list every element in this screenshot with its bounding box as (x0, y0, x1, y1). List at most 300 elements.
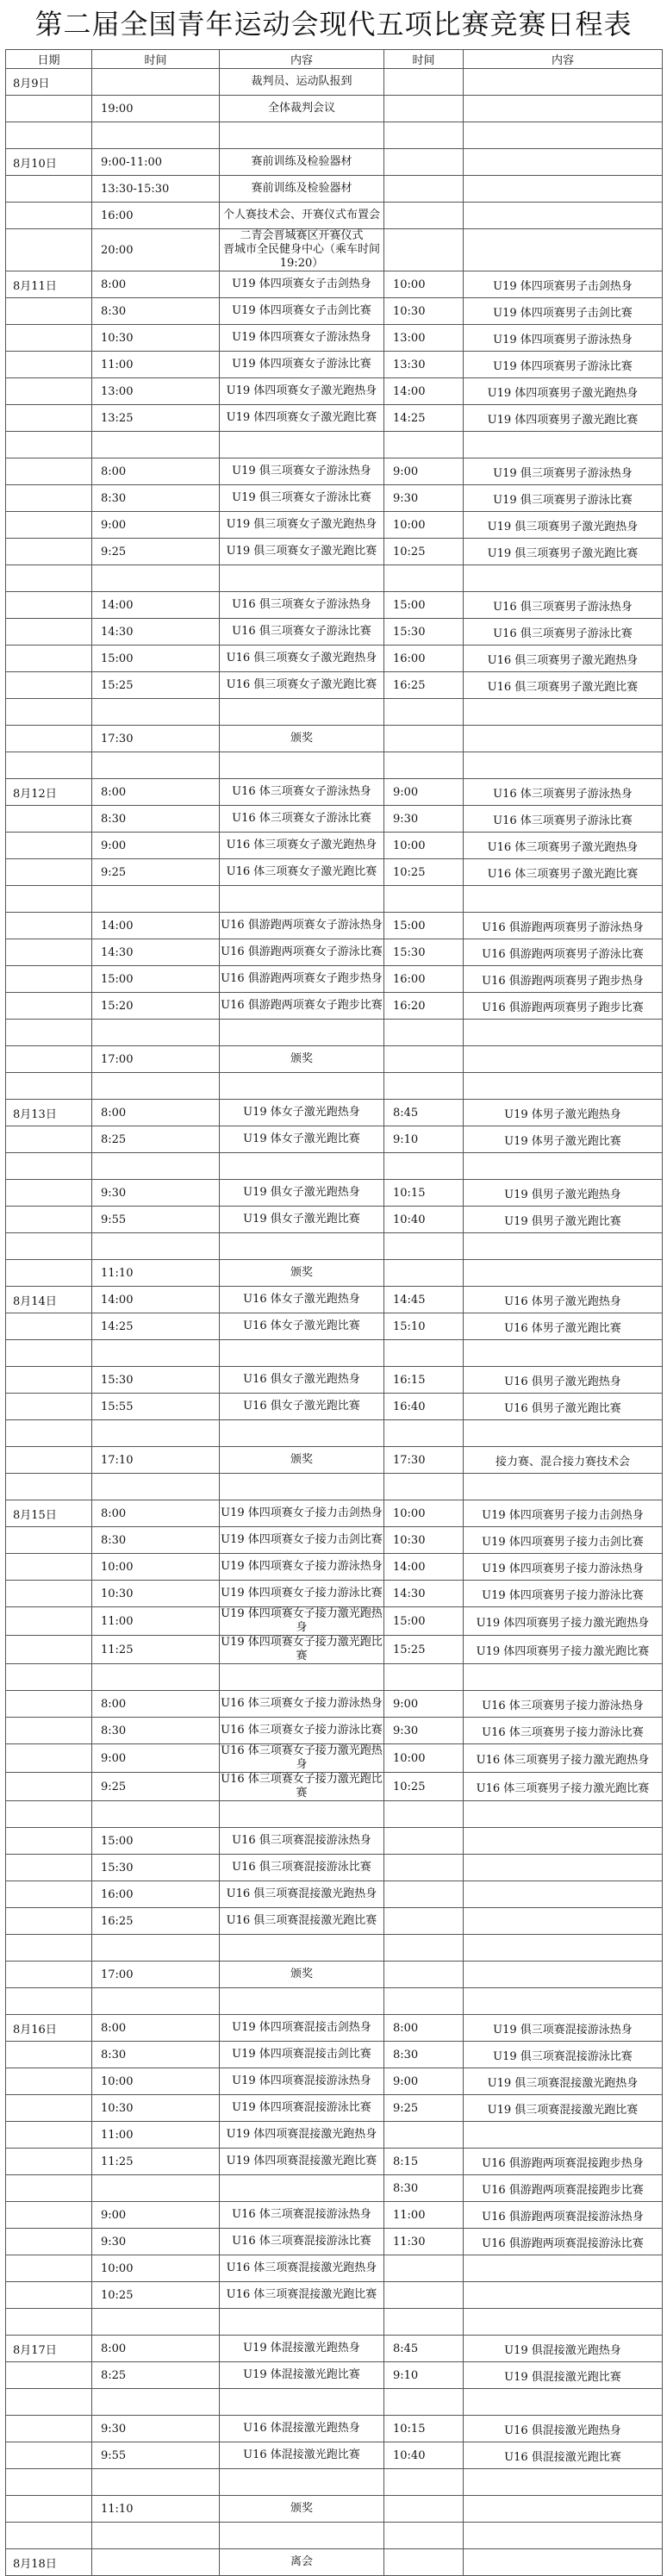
content-cell-2: U16 体三项赛男子接力游泳比赛 (464, 1718, 663, 1744)
time-cell-2: 16:20 (384, 993, 464, 1020)
content-cell: 颁奖 (220, 1046, 384, 1073)
time-cell-2: 10:25 (384, 1773, 464, 1801)
content-cell-2 (464, 2549, 663, 2576)
time-cell-2: 10:00 (384, 271, 464, 298)
header-content-2: 内容 (464, 50, 663, 69)
time-cell: 11:10 (92, 1260, 220, 1287)
content-cell-2: U16 体三项赛男子激光跑热身 (464, 833, 663, 859)
table-row (6, 2469, 663, 2496)
date-cell: 8月16日 (6, 2015, 92, 2042)
table-row (6, 1527, 663, 1554)
table-row (6, 122, 663, 149)
time-cell (92, 886, 220, 913)
table-row (6, 2442, 663, 2469)
time-cell: 9:30 (92, 2229, 220, 2255)
time-cell-2 (384, 1260, 464, 1287)
date-cell (6, 378, 92, 405)
table-row (6, 405, 663, 432)
content-cell-2: U16 俱游跑两项赛混接跑步热身 (464, 2149, 663, 2175)
content-cell-2: U19 俱三项赛男子游泳比赛 (464, 485, 663, 512)
date-cell (6, 619, 92, 646)
time-cell-2 (384, 565, 464, 592)
content-cell: U16 俱游跑两项赛女子跑步比赛 (220, 993, 384, 1020)
header-time: 时间 (92, 50, 220, 69)
date-cell (6, 2042, 92, 2068)
date-cell (6, 993, 92, 1020)
table-row (6, 2549, 663, 2576)
time-cell-2: 10:40 (384, 1207, 464, 1233)
table-row (6, 1691, 663, 1718)
content-cell: U16 俱游跑两项赛女子游泳比赛 (220, 939, 384, 966)
content-line: 二青会晋城赛区开赛仪式 (240, 229, 364, 242)
time-cell-2 (384, 699, 464, 726)
time-cell: 16:00 (92, 1881, 220, 1908)
time-cell-2 (384, 752, 464, 779)
table-row (6, 565, 663, 592)
content-cell (220, 565, 384, 592)
time-cell: 9:00 (92, 833, 220, 859)
time-cell-2 (384, 1233, 464, 1260)
content-cell-2 (464, 229, 663, 271)
table-row (6, 1447, 663, 1474)
date-cell (6, 1988, 92, 2015)
date-cell (6, 1828, 92, 1855)
table-row (6, 1962, 663, 1988)
time-cell: 8:00 (92, 2015, 220, 2042)
date-cell (6, 2309, 92, 2336)
date-cell (6, 1367, 92, 1394)
time-cell-2: 10:25 (384, 539, 464, 565)
content-cell-2 (464, 1073, 663, 1100)
time-cell-2: 8:45 (384, 2336, 464, 2362)
content-cell (220, 699, 384, 726)
table-row (6, 298, 663, 325)
content-cell (220, 1340, 384, 1367)
time-cell-2 (384, 1908, 464, 1935)
date-cell (6, 1744, 92, 1773)
time-cell: 9:00-11:00 (92, 149, 220, 176)
table-row (6, 1287, 663, 1313)
date-cell (6, 1020, 92, 1046)
table-row (6, 2389, 663, 2416)
date-cell (6, 176, 92, 203)
content-cell (220, 1420, 384, 1447)
date-cell (6, 1801, 92, 1828)
time-cell-2: 13:30 (384, 352, 464, 378)
table-row (6, 2229, 663, 2255)
table-row (6, 2496, 663, 2523)
time-cell: 20:00 (92, 229, 220, 271)
time-cell: 15:00 (92, 966, 220, 993)
time-cell-2 (384, 176, 464, 203)
table-row (6, 352, 663, 378)
content-cell-2: U16 体三项赛男子激光跑比赛 (464, 859, 663, 886)
content-cell: U19 俱女子激光跑热身 (220, 1180, 384, 1207)
table-row (6, 1367, 663, 1394)
time-cell-2: 15:00 (384, 592, 464, 619)
time-cell: 11:00 (92, 352, 220, 378)
content-cell: U16 体三项赛混接激光跑比赛 (220, 2282, 384, 2309)
content-cell-2 (464, 96, 663, 122)
content-cell: 裁判员、运动队报到 (220, 69, 384, 96)
date-cell (6, 1855, 92, 1881)
time-cell-2 (384, 1474, 464, 1500)
table-row (6, 726, 663, 752)
content-cell-2 (464, 1020, 663, 1046)
time-cell-2 (384, 96, 464, 122)
table-row (6, 1420, 663, 1447)
date-cell (6, 1664, 92, 1691)
content-cell-2 (464, 1420, 663, 1447)
content-cell: U19 体四项赛女子接力激光跑比赛 (221, 1636, 383, 1662)
time-cell: 10:25 (92, 2282, 220, 2309)
content-cell-2: U19 体男子激光跑比赛 (464, 1126, 663, 1153)
time-cell: 8:25 (92, 1126, 220, 1153)
table-row (6, 69, 663, 96)
content-cell-2: U16 俱游跑两项赛混接游泳热身 (464, 2202, 663, 2229)
date-cell (6, 432, 92, 458)
content-cell-2: U16 俱三项赛男子激光跑热身 (464, 646, 663, 672)
content-cell-2: U19 体四项赛男子接力游泳热身 (464, 1554, 663, 1581)
content-cell: U19 俱女子激光跑比赛 (220, 1207, 384, 1233)
table-row (6, 1500, 663, 1527)
content-cell-2: U19 俱男子激光跑比赛 (464, 1207, 663, 1233)
content-cell-2: U19 俱男子激光跑热身 (464, 1180, 663, 1207)
time-cell-2 (384, 1046, 464, 1073)
content-cell-2 (464, 1935, 663, 1962)
content-cell: U16 体混接激光跑热身 (220, 2416, 384, 2442)
table-row (6, 752, 663, 779)
time-cell-2 (384, 1664, 464, 1691)
table-row (6, 1607, 663, 1636)
table-row (6, 1801, 663, 1828)
time-cell (92, 1420, 220, 1447)
date-cell (6, 2122, 92, 2149)
date-cell (6, 939, 92, 966)
time-cell-2: 10:30 (384, 1527, 464, 1554)
table-row (6, 1881, 663, 1908)
content-cell-2: U19 俱混接激光跑比赛 (464, 2362, 663, 2389)
time-cell-2 (384, 69, 464, 96)
time-cell-2: 10:00 (384, 1500, 464, 1527)
content-cell-2: U19 俱三项赛男子激光跑比赛 (464, 539, 663, 565)
table-row (6, 939, 663, 966)
content-cell-2: U19 俱三项赛混接游泳比赛 (464, 2042, 663, 2068)
content-cell: U16 体三项赛女子游泳热身 (220, 779, 384, 806)
date-cell (6, 229, 92, 271)
content-cell-2: U16 俱三项赛男子游泳比赛 (464, 619, 663, 646)
table-row (6, 1313, 663, 1340)
content-cell: 颁奖 (220, 1962, 384, 1988)
time-cell: 11:25 (92, 1636, 220, 1664)
time-cell-2: 16:00 (384, 646, 464, 672)
schedule-table (5, 49, 663, 2576)
content-cell: U16 俱女子激光跑热身 (220, 1367, 384, 1394)
content-cell (220, 2309, 384, 2336)
content-cell-2: U16 俱男子激光跑热身 (464, 1367, 663, 1394)
date-cell (6, 405, 92, 432)
content-cell-2: U19 俱混接激光跑热身 (464, 2336, 663, 2362)
content-cell-2 (464, 752, 663, 779)
table-row (6, 203, 663, 229)
date-cell: 8月18日 (6, 2549, 92, 2576)
time-cell-2: 10:25 (384, 859, 464, 886)
time-cell: 11:00 (92, 1607, 220, 1636)
content-cell (220, 1020, 384, 1046)
content-cell-2 (464, 1233, 663, 1260)
content-cell: U19 体四项赛女子击剑比赛 (220, 298, 384, 325)
table-row (6, 1100, 663, 1126)
time-cell (92, 432, 220, 458)
table-row (6, 1153, 663, 1180)
content-cell-2: U16 体三项赛男子接力游泳热身 (464, 1691, 663, 1718)
content-cell: 颁奖 (220, 1447, 384, 1474)
content-cell: U19 体四项赛女子接力游泳比赛 (220, 1581, 384, 1607)
time-cell-2: 15:10 (384, 1313, 464, 1340)
date-cell (6, 1474, 92, 1500)
date-cell (6, 1207, 92, 1233)
time-cell: 10:30 (92, 1581, 220, 1607)
time-cell (92, 1801, 220, 1828)
time-cell-2 (384, 2469, 464, 2496)
content-cell (220, 122, 384, 149)
time-cell: 17:00 (92, 1046, 220, 1073)
content-cell: U16 俱游跑两项赛女子跑步热身 (220, 966, 384, 993)
content-cell: U19 俱三项赛女子激光跑热身 (220, 512, 384, 539)
content-cell (220, 1233, 384, 1260)
content-cell-2 (464, 2255, 663, 2282)
table-row (6, 1394, 663, 1420)
header-content: 内容 (220, 50, 384, 69)
time-cell: 15:55 (92, 1394, 220, 1420)
table-row (6, 699, 663, 726)
content-cell-2 (464, 2282, 663, 2309)
table-row (6, 1718, 663, 1744)
time-cell-2: 9:00 (384, 458, 464, 485)
table-row (6, 1581, 663, 1607)
content-cell: U16 俱游跑两项赛女子游泳热身 (220, 913, 384, 939)
table-row (6, 2416, 663, 2442)
content-cell-2: U16 体三项赛男子接力激光跑比赛 (464, 1773, 663, 1801)
content-cell (220, 886, 384, 913)
time-cell: 8:30 (92, 298, 220, 325)
table-row (6, 993, 663, 1020)
time-cell-2: 9:30 (384, 1718, 464, 1744)
content-cell-2: U16 俱混接激光跑热身 (464, 2416, 663, 2442)
date-cell (6, 298, 92, 325)
content-cell-2: U16 体三项赛男子游泳热身 (464, 779, 663, 806)
time-cell (92, 1935, 220, 1962)
time-cell-2: 8:30 (384, 2042, 464, 2068)
table-row (6, 1554, 663, 1581)
date-cell (6, 2229, 92, 2255)
time-cell-2: 10:40 (384, 2442, 464, 2469)
date-cell (6, 2416, 92, 2442)
time-cell-2: 15:00 (384, 913, 464, 939)
content-cell-2 (464, 1340, 663, 1367)
date-cell (6, 1908, 92, 1935)
time-cell-2 (384, 2255, 464, 2282)
content-cell-2 (464, 2496, 663, 2523)
time-cell (92, 1988, 220, 2015)
date-cell (6, 2362, 92, 2389)
time-cell: 11:00 (92, 2122, 220, 2149)
time-cell-2: 9:00 (384, 1691, 464, 1718)
time-cell-2 (384, 1881, 464, 1908)
table-row (6, 886, 663, 913)
table-row (6, 325, 663, 352)
content-cell: U16 体三项赛女子游泳比赛 (220, 806, 384, 833)
table-row (6, 432, 663, 458)
content-cell: U19 体四项赛混接激光跑热身 (220, 2122, 384, 2149)
content-cell: U19 俱三项赛女子激光跑比赛 (220, 539, 384, 565)
content-cell: 个人赛技术会、开赛仪式布置会 (220, 203, 384, 229)
content-cell-2: U16 俱三项赛男子激光跑比赛 (464, 672, 663, 699)
content-cell: U16 体三项赛混接游泳比赛 (220, 2229, 384, 2255)
content-cell-2: U16 俱游跑两项赛混接跑步比赛 (464, 2175, 663, 2202)
content-cell (220, 1073, 384, 1100)
time-cell: 9:55 (92, 2442, 220, 2469)
time-cell (92, 1073, 220, 1100)
table-row (6, 1180, 663, 1207)
time-cell: 15:00 (92, 646, 220, 672)
content-cell: 离会 (220, 2549, 384, 2576)
time-cell-2: 15:30 (384, 939, 464, 966)
time-cell (92, 565, 220, 592)
content-cell-2 (464, 176, 663, 203)
date-cell (6, 2095, 92, 2122)
content-cell-2: U16 俱游跑两项赛男子游泳比赛 (464, 939, 663, 966)
content-cell: U16 体女子激光跑比赛 (220, 1313, 384, 1340)
time-cell: 8:00 (92, 271, 220, 298)
content-cell-2: U16 体男子激光跑热身 (464, 1287, 663, 1313)
date-cell (6, 96, 92, 122)
content-cell: 颁奖 (220, 726, 384, 752)
content-cell-2 (464, 1664, 663, 1691)
time-cell: 8:25 (92, 2362, 220, 2389)
content-cell-2 (464, 2389, 663, 2416)
content-cell-2: U19 体四项赛男子游泳热身 (464, 325, 663, 352)
time-cell (92, 752, 220, 779)
time-cell: 14:00 (92, 913, 220, 939)
content-cell-2: U19 体四项赛男子接力激光跑热身 (464, 1607, 663, 1636)
time-cell: 15:30 (92, 1855, 220, 1881)
time-cell-2 (384, 2282, 464, 2309)
content-cell-2: U19 体四项赛男子激光跑热身 (464, 378, 663, 405)
time-cell-2 (384, 1988, 464, 2015)
table-row (6, 271, 663, 298)
date-cell (6, 565, 92, 592)
date-cell (6, 1691, 92, 1718)
time-cell-2 (384, 1153, 464, 1180)
content-cell-2: U19 体男子激光跑热身 (464, 1100, 663, 1126)
table-row (6, 512, 663, 539)
content-cell-2: U19 体四项赛男子击剑比赛 (464, 298, 663, 325)
time-cell (92, 69, 220, 96)
content-cell: U16 俱三项赛混接游泳热身 (220, 1828, 384, 1855)
table-row (6, 1744, 663, 1773)
date-cell (6, 2389, 92, 2416)
content-cell (220, 752, 384, 779)
content-cell: U16 俱三项赛女子激光跑比赛 (220, 672, 384, 699)
time-cell-2: 15:00 (384, 1607, 464, 1636)
table-row (6, 2068, 663, 2095)
date-cell (6, 726, 92, 752)
date-cell: 8月14日 (6, 1287, 92, 1313)
time-cell-2: 14:45 (384, 1287, 464, 1313)
content-cell-2 (464, 1260, 663, 1287)
time-cell-2 (384, 149, 464, 176)
content-cell-2 (464, 432, 663, 458)
time-cell-2: 10:00 (384, 833, 464, 859)
content-cell (220, 432, 384, 458)
table-row (6, 2122, 663, 2149)
content-cell: U16 俱三项赛混接激光跑热身 (220, 1881, 384, 1908)
date-cell (6, 2149, 92, 2175)
content-cell-2 (464, 2122, 663, 2149)
content-cell-2: U19 俱三项赛男子游泳热身 (464, 458, 663, 485)
date-cell (6, 1046, 92, 1073)
table-row (6, 2202, 663, 2229)
time-cell: 9:30 (92, 1180, 220, 1207)
date-cell (6, 1260, 92, 1287)
time-cell-2 (384, 1801, 464, 1828)
time-cell: 14:00 (92, 592, 220, 619)
content-cell-2: U19 俱三项赛混接激光跑比赛 (464, 2095, 663, 2122)
table-row (6, 96, 663, 122)
content-cell (220, 1988, 384, 2015)
date-cell (6, 2202, 92, 2229)
table-row (6, 2362, 663, 2389)
content-cell: U16 体女子激光跑热身 (220, 1287, 384, 1313)
time-cell: 13:25 (92, 405, 220, 432)
table-row (6, 2175, 663, 2202)
content-cell: U19 体混接激光跑热身 (220, 2336, 384, 2362)
time-cell: 14:00 (92, 1287, 220, 1313)
date-cell (6, 325, 92, 352)
time-cell: 10:00 (92, 1554, 220, 1581)
table-row (6, 2149, 663, 2175)
content-cell: U16 体三项赛女子接力游泳比赛 (220, 1718, 384, 1744)
time-cell-2: 10:30 (384, 298, 464, 325)
content-cell-2 (464, 1855, 663, 1881)
content-cell-2 (464, 1908, 663, 1935)
table-row (6, 913, 663, 939)
time-cell: 9:25 (92, 859, 220, 886)
content-cell: U16 俱三项赛女子游泳热身 (220, 592, 384, 619)
date-cell (6, 1554, 92, 1581)
time-cell-2 (384, 1020, 464, 1046)
table-row (6, 2095, 663, 2122)
content-cell-2: U19 体四项赛男子接力激光跑比赛 (464, 1636, 663, 1664)
content-cell: U19 体四项赛混接激光跑比赛 (220, 2149, 384, 2175)
time-cell (92, 2469, 220, 2496)
time-cell (92, 1233, 220, 1260)
date-cell (6, 2523, 92, 2549)
content-cell-2 (464, 2309, 663, 2336)
time-cell (92, 1474, 220, 1500)
content-cell-2: U16 俱游跑两项赛男子跑步热身 (464, 966, 663, 993)
content-cell-2: U19 体四项赛男子激光跑比赛 (464, 405, 663, 432)
table-row (6, 1233, 663, 1260)
content-cell-2 (464, 1988, 663, 2015)
table-row (6, 1207, 663, 1233)
time-cell: 9:00 (92, 2202, 220, 2229)
table-row (6, 619, 663, 646)
time-cell (92, 2389, 220, 2416)
date-cell (6, 485, 92, 512)
time-cell-2 (384, 1935, 464, 1962)
